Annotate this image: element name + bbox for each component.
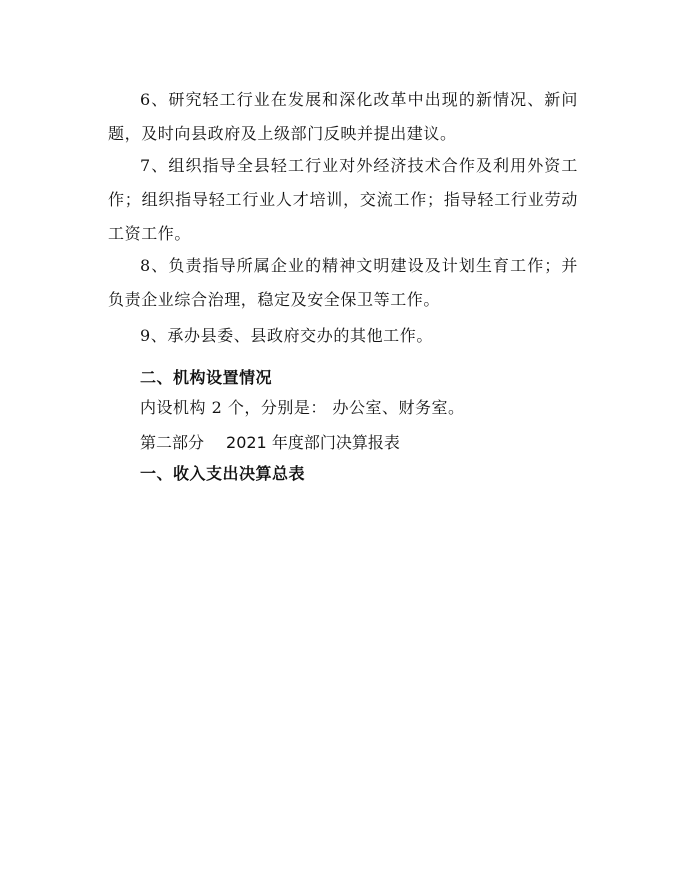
section-heading-income-expense-table: 一、收入支出决算总表 [140, 464, 306, 483]
section-heading-organization: 二、机构设置情况 [140, 368, 273, 387]
paragraph-item-9: 9、承办县委、县政府交办的其他工作。 [140, 326, 433, 345]
organization-description: 内设机构 2 个，分别是： 办公室、财务室。 [140, 398, 465, 417]
paragraph-item-6: 6、研究轻工行业在发展和深化改革中出现的新情况、新问题，及时向县政府及上级部门反映并提出建议。 [108, 90, 578, 143]
part-two-label: 第二部分 [140, 433, 205, 452]
part-two-name: 2021 年度部门决算报表 [226, 433, 400, 452]
paragraph-item-7: 7、组织指导全县轻工行业对外经济技术合作及利用外资工作；组织指导轻工行业人才培训，交流工作；指导轻工行业劳动工资工作。 [108, 156, 578, 243]
part-two-title [140, 431, 400, 455]
paragraph-item-8: 8、负责指导所属企业的精神文明建设及计划生育工作；并负责企业综合治理，稳定及安全保卫等工作。 [108, 256, 578, 309]
